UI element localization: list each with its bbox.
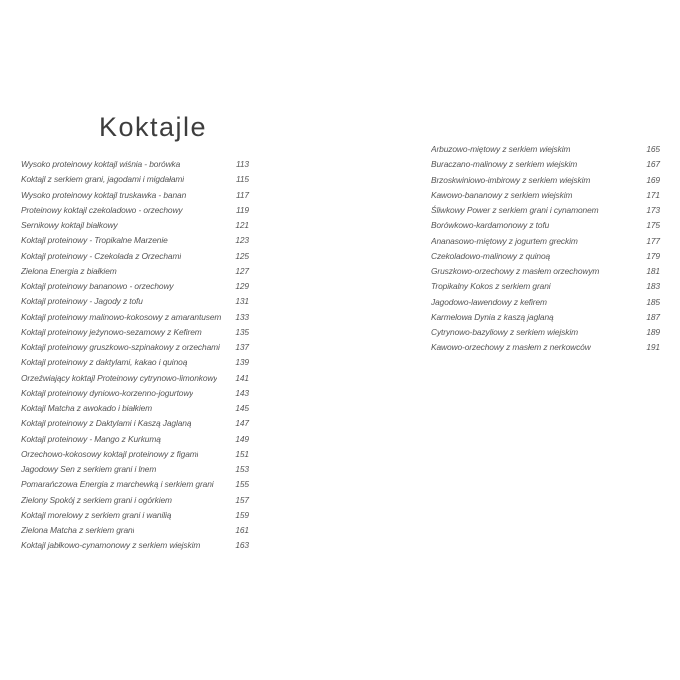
toc-entry-title: Koktajl proteinowy - Tropikalne Marzenie — [21, 235, 168, 246]
toc-entry — [21, 479, 249, 494]
toc-entry-page: 149 — [235, 433, 249, 444]
toc-entry-page: 159 — [235, 509, 249, 520]
toc-entry-title: Koktajl proteinowy z Daktylami i Kaszą Jaglaną — [21, 418, 192, 429]
toc-entry-title: Wysoko proteinowy koktajl wiśnia - borówka — [21, 159, 181, 169]
toc-entry — [431, 251, 660, 266]
toc-entry-page: 131 — [235, 296, 249, 307]
toc-entry-page: 147 — [235, 418, 249, 429]
toc-entry-title: Śliwkowy Power z serkiem grani i cynamonem — [431, 205, 599, 215]
toc-entry-title: Koktajl proteinowy z daktylami, kakao i quinoą — [21, 357, 188, 368]
toc-entry-page: 133 — [235, 311, 249, 322]
toc-entry — [431, 266, 660, 281]
toc-entry-page: 119 — [235, 204, 249, 215]
toc-entry — [431, 297, 660, 312]
toc-entry-page: 115 — [235, 174, 249, 185]
toc-entry-title: Koktajl proteinowy - Mango z Kurkumą — [21, 433, 161, 444]
toc-entry — [431, 175, 660, 190]
toc-entry — [21, 251, 249, 266]
toc-entry — [21, 296, 249, 311]
toc-entry-title: Koktajl proteinowy gruszkowo-szpinakowy z orzechami — [21, 342, 220, 352]
toc-entry-title: Koktajl proteinowy - Czekolada z Orzechami — [21, 250, 182, 261]
toc-entry — [431, 327, 660, 342]
toc-entry — [21, 281, 249, 296]
toc-entry-page: 189 — [646, 327, 660, 337]
toc-entry-title: Brzoskwiniowo-imbirowy z serkiem wiejskim — [431, 174, 591, 185]
toc-entry-page: 161 — [235, 525, 249, 535]
toc-entry-page: 181 — [646, 266, 660, 276]
toc-entry-page: 123 — [235, 235, 249, 246]
toc-entry-title: Koktajl proteinowy dyniowo-korzenno-jogurtowy — [21, 387, 194, 398]
toc-entry — [21, 510, 249, 525]
toc-entry — [21, 495, 249, 510]
toc-entry-page: 125 — [235, 250, 249, 261]
toc-entry-title: Tropikalny Kokos z serkiem grani — [431, 281, 551, 292]
toc-entry-page: 143 — [235, 387, 249, 398]
toc-entry-page: 121 — [235, 220, 249, 230]
toc-entry-title: Koktajl proteinowy bananowo - orzechowy — [21, 281, 174, 291]
toc-entry — [21, 327, 249, 342]
toc-entry — [431, 144, 660, 159]
toc-entry — [21, 312, 249, 327]
toc-entry — [431, 312, 660, 327]
toc-entry-title: Koktajl proteinowy - Jagody z tofu — [21, 296, 143, 307]
toc-entry-title: Arbuzowo-miętowy z serkiem wiejskim — [431, 144, 571, 154]
toc-entry-title: Koktajl jabłkowo-cynamonowy z serkiem wiejskim — [21, 540, 201, 551]
toc-entry-page: 183 — [646, 281, 660, 292]
toc-entry — [431, 236, 660, 251]
toc-entry-page: 151 — [235, 448, 249, 459]
toc-entry — [21, 159, 249, 174]
toc-entry — [21, 174, 249, 189]
toc-entry-title: Borówkowo-kardamonowy z tofu — [431, 220, 550, 231]
toc-entry — [21, 342, 249, 357]
toc-entry-title: Zielona Matcha z serkiem grani — [21, 525, 135, 535]
toc-entry — [21, 464, 249, 479]
toc-entry — [431, 190, 660, 205]
toc-entry-title: Koktajl Matcha z awokado i białkiem — [21, 403, 153, 413]
toc-entry-page: 127 — [235, 265, 249, 276]
toc-entry-title: Orzechowo-kokosowy koktajl proteinowy z figami — [21, 448, 199, 459]
toc-entry-title: Proteinowy koktajl czekoladowo - orzechowy — [21, 204, 183, 215]
toc-entry — [431, 342, 660, 357]
page-title: Koktajle — [99, 112, 208, 142]
toc-entry-page: 187 — [646, 311, 660, 322]
toc-entry-page: 179 — [646, 250, 660, 261]
toc-entry — [431, 205, 660, 220]
toc-entry-page: 175 — [646, 220, 660, 231]
toc-entry-title: Orzeźwiający koktajl Proteinowy cytrynowo-limonkowy — [21, 372, 218, 383]
toc-entry-page: 191 — [646, 342, 660, 353]
toc-entry — [21, 434, 249, 449]
toc-entry — [431, 159, 660, 174]
toc-entry-title: Karmelowa Dynia z kaszą jaglaną — [431, 311, 554, 322]
toc-entry-title: Buraczano-malinowy z serkiem wiejskim — [431, 159, 578, 170]
toc-column-right — [431, 144, 660, 358]
toc-entry-title: Pomarańczowa Energia z marchewką i serkiem grani — [21, 479, 214, 490]
toc-entry — [21, 357, 249, 372]
toc-entry — [431, 220, 660, 235]
toc-column-left — [21, 159, 249, 556]
toc-entry-page: 153 — [235, 464, 249, 474]
toc-entry-title: Gruszkowo-orzechowy z masłem orzechowym — [431, 266, 600, 276]
toc-entry-title: Zielona Energia z białkiem — [21, 265, 117, 276]
toc-entry-page: 165 — [646, 144, 660, 154]
toc-entry-page: 117 — [235, 189, 249, 200]
toc-entry-title: Koktajl z serkiem grani, jagodami i migdałami — [21, 174, 185, 185]
toc-entry — [21, 266, 249, 281]
toc-entry-page: 113 — [235, 159, 249, 169]
toc-entry-title: Ananasowo-miętowy z jogurtem greckim — [431, 235, 578, 246]
toc-entry-title: Koktajl morelowy z serkiem grani i wanilią — [21, 509, 172, 520]
toc-entry-title: Jagodowy Sen z serkiem grani i lnem — [21, 464, 157, 474]
toc-entry — [21, 525, 249, 540]
toc-entry-title: Koktajl proteinowy malinowo-kokosowy z amarantusem — [21, 311, 222, 322]
toc-entry-title: Wysoko proteinowy koktajl truskawka - banan — [21, 189, 187, 200]
toc-entry-title: Cytrynowo-bazyliowy z serkiem wiejskim — [431, 327, 578, 337]
toc-entry-page: 163 — [235, 540, 249, 551]
toc-entry-page: 167 — [646, 159, 660, 170]
toc-entry-page: 137 — [235, 342, 249, 352]
toc-entry-title: Koktajl proteinowy jeżynowo-sezamowy z Kefirem — [21, 326, 202, 337]
toc-entry-title: Kawowo-bananowy z serkiem wiejskim — [431, 189, 573, 200]
toc-entry-page: 177 — [646, 235, 660, 246]
toc-entry-page: 139 — [235, 357, 249, 368]
toc-entry — [21, 220, 249, 235]
toc-entry-title: Jagodowo-lawendowy z kefirem — [431, 296, 547, 307]
toc-entry — [21, 388, 249, 403]
toc-entry-page: 169 — [646, 174, 660, 185]
toc-entry-page: 185 — [646, 296, 660, 307]
toc-entry — [21, 449, 249, 464]
toc-entry-title: Sernikowy koktajl białkowy — [21, 220, 118, 230]
toc-entry — [21, 235, 249, 250]
toc-entry-title: Zielony Spokój z serkiem grani i ogórkiem — [21, 494, 172, 505]
toc-entry-page: 171 — [646, 189, 660, 200]
toc-entry-page: 155 — [235, 479, 249, 490]
toc-entry-page: 129 — [235, 281, 249, 291]
toc-entry-page: 145 — [235, 403, 249, 413]
toc-entry — [21, 205, 249, 220]
toc-entry-title: Kawowo-orzechowy z masłem z nerkowców — [431, 342, 591, 353]
toc-entry — [21, 418, 249, 433]
toc-entry-page: 135 — [235, 326, 249, 337]
toc-entry-page: 141 — [235, 372, 249, 383]
toc-entry — [431, 281, 660, 296]
toc-entry — [21, 190, 249, 205]
toc-entry-title: Czekoladowo-malinowy z quinoą — [431, 250, 551, 261]
toc-entry — [21, 540, 249, 555]
toc-entry-page: 173 — [646, 205, 660, 215]
toc-entry — [21, 403, 249, 418]
toc-entry-page: 157 — [235, 494, 249, 505]
toc-entry — [21, 373, 249, 388]
